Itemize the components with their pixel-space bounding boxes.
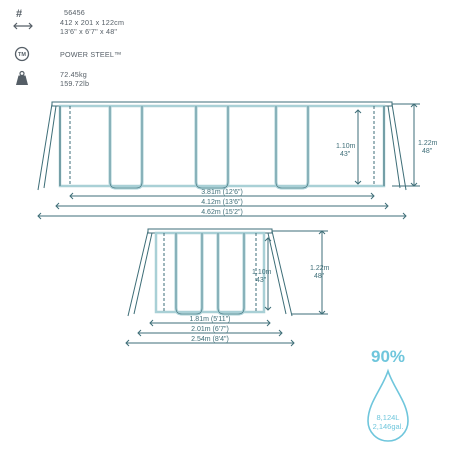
long-height-label: 1.22m xyxy=(418,140,438,147)
svg-text:TM: TM xyxy=(18,52,26,59)
model-number: 56456 xyxy=(64,8,85,17)
short-height-label: 1.22m xyxy=(310,265,330,272)
volume-text xyxy=(360,413,416,431)
long-dim-inner: 3.81m (12'6") xyxy=(201,189,243,196)
weight-kg: 72.45kg xyxy=(60,70,87,79)
long-dim-frame: 4.12m (13'6") xyxy=(201,199,243,206)
long-depth-label-in: 43" xyxy=(340,151,351,158)
volume-liters: 8,124L xyxy=(376,413,400,422)
short-pool-body xyxy=(156,233,264,312)
short-dim-inner: 1.81m (5'11") xyxy=(189,316,231,323)
short-depth-label-in: 43" xyxy=(256,277,267,284)
long-depth-label: 1.10m xyxy=(336,143,356,150)
weight-lb: 159.72lb xyxy=(60,79,90,88)
long-dim-overall: 4.62m (15'2") xyxy=(201,209,243,216)
short-leg-right xyxy=(272,231,292,316)
capacity-badge xyxy=(360,345,440,445)
size-imperial: 13'6" x 6'7" x 48" xyxy=(60,27,118,36)
short-dim-overall: 2.54m (8'4") xyxy=(191,336,229,343)
water-drop-icon xyxy=(360,367,416,445)
volume-gallons: 2,146gal. xyxy=(372,422,404,431)
long-height-label-in: 48" xyxy=(422,148,433,155)
frame-type: POWER STEEL™ xyxy=(60,50,122,59)
hash-icon: # xyxy=(16,8,23,20)
short-dim-frame: 2.01m (6'7") xyxy=(191,326,229,333)
short-leg-left xyxy=(128,231,148,316)
short-height-label-in: 48" xyxy=(314,273,325,280)
size-metric: 412 x 201 x 122cm xyxy=(60,18,125,27)
short-depth-label: 1.10m xyxy=(252,269,272,276)
fill-percent: 90% xyxy=(370,347,406,366)
